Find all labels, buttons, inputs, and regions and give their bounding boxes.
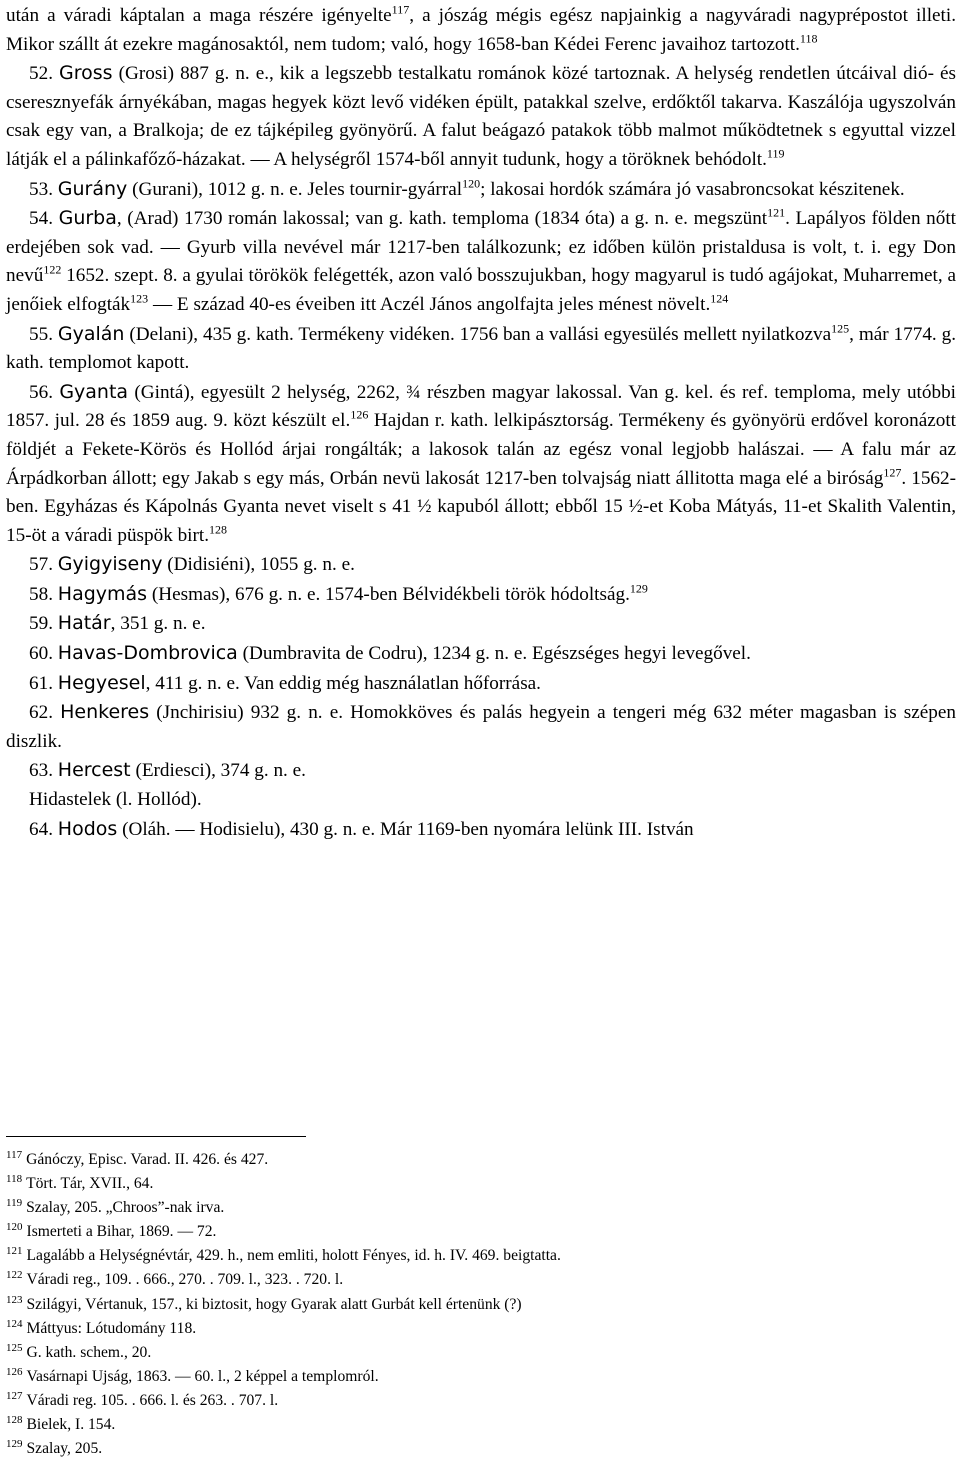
entry-text: , (Arad) 1730 román lakossal; van g. kath. temploma (1834 óta) a g. n. e. megszünt [116, 208, 768, 230]
entry-54 [6, 204, 956, 319]
entry-58 [6, 580, 956, 610]
entry-number: 52. [29, 63, 60, 85]
entry-text: (Didisiéni), 1055 g. n. e. [162, 554, 355, 576]
footnote-number: 127 [6, 1389, 23, 1402]
entry-text: (Erdiesci), 374 g. n. e. [130, 760, 306, 782]
footnote [6, 1341, 946, 1365]
footnote-number: 129 [6, 1438, 23, 1451]
entry-57 [6, 550, 956, 580]
footnote-text: Szilágyi, Vértanuk, 157., ki biztosit, hogy Gyarak alatt Gurbát kell értenünk (?) [26, 1295, 522, 1313]
entry-name: Hercest [57, 759, 131, 782]
entry-number: 61. [29, 672, 58, 694]
footnote-ref: 125 [831, 321, 850, 336]
footnote-number: 126 [6, 1365, 23, 1378]
entry-number: 58. [29, 583, 58, 605]
entry-text: (Grosi) 887 g. n. e., kik a legszebb testalkatu románok közé tartoznak. A helység rendetlen útcáival dió- és cseresznyefák árnyékában, magas hegyek közt levő vidéken épült, patakkal szelve, erdőktől takarva. Kaszálója ugyszolván csak egy van, a Bralkoja; de ez tájképileg gyönyörű. A falut beágazó patakok több malmot működtetnek s egyuttal vizzel látják el a pálinkafőző-házakat. — A helységről 1574-ből annyit tudunk, hogy a töröknek behódolt. [6, 63, 956, 170]
footnote [6, 1389, 946, 1413]
entry-text: . 1562-ben. Egyházas és Kápolnás Gyanta nevet viselt s 41 ½ kapuból állott; ebből 15 ½-et Koba Mátyás, 11-et Skalith Valentin, 15-öt a váradi püspök birt. [6, 467, 957, 546]
footnote [6, 1413, 946, 1437]
footnote [6, 1220, 946, 1244]
entry-text: (Dumbravita de Codru), 1234 g. n. e. Egészséges hegyi levegővel. [237, 643, 751, 665]
entry-number: 57. [29, 554, 58, 576]
entry-55 [6, 320, 956, 378]
entry-text: (Hesmas), 676 g. n. e. 1574-ben Bélvidékbeli török hódoltság. [147, 583, 630, 605]
entry-59 [6, 609, 956, 639]
entry-number: 55. [29, 323, 58, 345]
paragraph-continuation [6, 2, 956, 59]
entry-text: (Gintá), egyesült 2 helység, 2262, ¾ részben magyar lakossal. Van g. kel. és ref. temploma, mely utóbbi 1857. jul. 28 és 1859 aug. 9. közt készült el. [6, 381, 956, 432]
footnote-text: Váradi reg. 105. . 666. l. és 263. . 707. l. [26, 1391, 279, 1409]
entry-number: 56. [29, 381, 60, 403]
entry-64 [6, 815, 956, 845]
entry-text: 1652. szept. 8. a gyulai törökök felégették, azon való bosszujukban, hogy magyarul is tudó agájokat, Muharremet, a jenőiek elfogták [6, 265, 956, 315]
paragraph-text: , a jószág mégis egész napjainkig a nagyváradi nagyprépostot illeti. Mikor szállt át ezekre magánosaktól, nem tudom; való, hogy 1658-ban Kédei Ferenc javaihoz tartozott. [6, 5, 957, 55]
entry-number: 54. [29, 208, 59, 230]
footnote [6, 1317, 946, 1341]
footnote-text: G. kath. schem., 20. [26, 1343, 152, 1361]
footnote-ref: 123 [130, 291, 149, 306]
footnote [6, 1293, 946, 1317]
footnote-number: 117 [6, 1149, 23, 1161]
footnote [6, 1196, 946, 1220]
footnote-text: Ismerteti a Bihar, 1869. — 72. [26, 1223, 217, 1241]
entry-name: Gyanta [59, 380, 129, 403]
footnote [6, 1172, 946, 1196]
entry-name: Henkeres [60, 701, 150, 724]
footnote-ref: 117 [391, 2, 410, 17]
entry-number: 64. [29, 818, 58, 840]
footnote-ref: 120 [462, 176, 481, 191]
footnote-number: 119 [6, 1197, 23, 1210]
entry-text: — E század 40-es éveiben itt Aczél János angolfajta jeles ménest növelt. [148, 293, 711, 315]
footnote-ref: 128 [209, 522, 228, 537]
footnote [6, 1365, 946, 1389]
footnote-number: 120 [6, 1221, 23, 1234]
entry-name: Gyalán [57, 322, 125, 345]
entry-62 [6, 698, 956, 756]
entry-name: Gross [59, 62, 113, 85]
footnote-text: Szalay, 205. „Chroos”-nak irva. [26, 1199, 225, 1217]
footnote [6, 1148, 946, 1172]
footnote-text: Szalay, 205. [26, 1440, 103, 1458]
main-text [6, 2, 956, 844]
footnote-text: Lagalább a Helységnévtár, 429. h., nem emliti, holott Fényes, id. h. IV. 469. beigtatta. [26, 1247, 561, 1265]
footnote-number: 121 [6, 1245, 23, 1258]
footnote-ref: 129 [629, 581, 648, 596]
footnote-text: Váradi reg., 109. . 666., 270. . 709. l., 323. . 720. l. [26, 1271, 344, 1289]
entry-number: 59. [29, 613, 58, 635]
footnote-ref: 124 [710, 291, 729, 306]
entry-text: . Lapályos földen nőtt erdejében sok vad. — Gyurb villa nevével már 1217-ben találkozunk; ez időben külön pristaldusa is volt, t. i. egy Don nevű [6, 208, 957, 287]
entry-52 [6, 59, 956, 174]
footnote-text: Máttyus: Lótudomány 118. [26, 1319, 197, 1337]
footnote-text: Vasárnapi Ujság, 1863. — 60. l., 2 képpel a templomról. [26, 1367, 379, 1385]
entry-name: Hagymás [57, 582, 148, 605]
entry-text: (Delani), 435 g. kath. Termékeny vidéken. 1756 ban a vallási egyesülés mellett nyilatkozva [124, 323, 832, 345]
entry-63 [6, 756, 956, 786]
footnote-number: 122 [6, 1269, 23, 1282]
footnote-ref: 121 [767, 205, 786, 220]
footnote-number: 118 [6, 1173, 23, 1186]
entry-name: Határ [57, 612, 111, 635]
entry-number: 60. [29, 643, 58, 665]
entry-text: , már 1774. g. kath. templomot kapott. [6, 323, 957, 374]
entry-name: Gyigyiseny [57, 553, 163, 576]
entry-text: (Jnchirisiu) 932 g. n. e. Homokköves és palás hegyein a tengeri még 632 méter magasban is szépen diszlik. [6, 702, 956, 752]
footnotes [6, 1148, 946, 1461]
entry-text: ; lakosai hordók számára jó vasabroncsokat készitenek. [480, 178, 905, 200]
footnote-ref: 122 [43, 262, 62, 277]
footnote-text: Tört. Tár, XVII., 64. [26, 1175, 154, 1193]
entry-60 [6, 639, 956, 669]
footnote-number: 125 [6, 1341, 23, 1354]
entry-number: 62. [29, 702, 61, 724]
entry-text: , 351 g. n. e. [110, 613, 206, 635]
footnote-number: 123 [6, 1293, 23, 1306]
footnote-ref: 119 [766, 146, 785, 161]
entry-number: 63. [29, 760, 58, 782]
footnote-divider [6, 1136, 306, 1137]
footnote [6, 1437, 946, 1461]
entry-name: Hodos [57, 817, 118, 840]
entry-number: 53. [29, 178, 58, 200]
footnote-ref: 126 [350, 407, 369, 422]
entry-56 [6, 378, 956, 551]
entry-53 [6, 175, 956, 205]
footnote-ref: 127 [883, 465, 902, 480]
entry-text: Hajdan r. kath. lelkipásztorság. Termékeny és gyönyörü erdővel koronázott földjét a Fekete-Körös és Hollód árjai rongálták; a lakosok talán az egész vonal legjobb halászai. — A falu már az Árpádkorban állott; egy Jakab s egy más, Orbán nevü lakosát 1217-ben tolvajság niatt állitotta maga elé a biróság [6, 410, 956, 489]
cross-reference: Hidastelek (l. Hollód). [29, 789, 202, 811]
footnote-text: Bielek, I. 154. [26, 1416, 116, 1434]
entry-name: Gurba [58, 207, 117, 230]
footnote-number: 128 [6, 1414, 23, 1427]
entry-name: Havas-Dombrovica [57, 642, 238, 665]
entry-text: (Gurani), 1012 g. n. e. Jeles tournir-gyárral [127, 178, 463, 200]
entry-text: (Oláh. — Hodisielu), 430 g. n. e. Már 1169-ben nyomára lelünk III. István [117, 818, 694, 840]
entry-name: Gurány [57, 177, 128, 200]
footnote-text: Gánóczy, Episc. Varad. II. 426. és 427. [26, 1151, 269, 1168]
footnote-ref: 118 [799, 31, 818, 46]
entry-61 [6, 669, 956, 699]
entry-text: , 411 g. n. e. Van eddig még használatlan hőforrása. [145, 672, 541, 694]
paragraph-text: után a váradi káptalan a maga részére igényelte [6, 5, 392, 26]
footnote [6, 1268, 946, 1292]
footnote-number: 124 [6, 1317, 23, 1330]
entry-name: Hegyesel [57, 671, 146, 694]
footnote [6, 1244, 946, 1268]
